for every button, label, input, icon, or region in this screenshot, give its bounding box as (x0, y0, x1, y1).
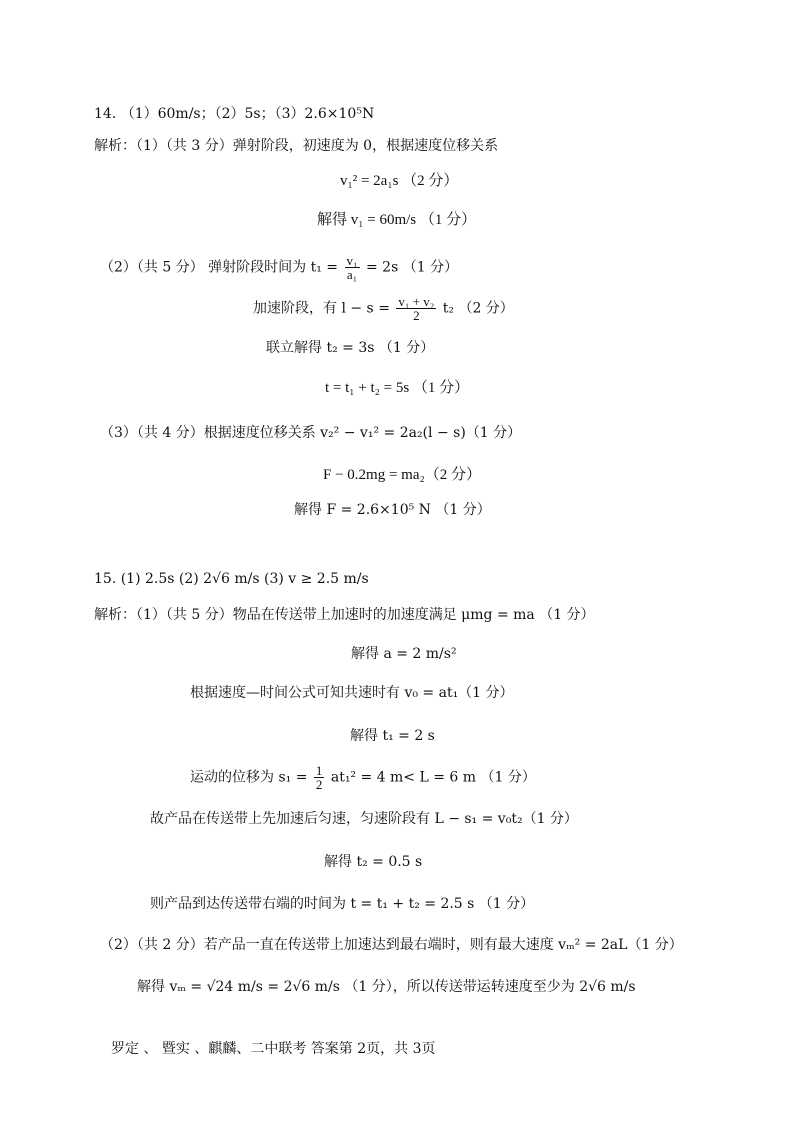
q14-part2b-prefix: 加速阶段，有 l − s = (253, 300, 390, 317)
q14-part2-t2: 联立解得 t₂ = 3s （1 分） (266, 340, 435, 356)
frac-denominator: a₁ (346, 267, 358, 282)
q15-disp-fraction (314, 764, 325, 791)
q14-part2-fraction (345, 254, 360, 281)
q14-part2b-suffix: t₂ （2 分） (442, 300, 514, 317)
q15-common-speed: 根据速度—时间公式可知共速时有 v₀ = at₁（1 分） (190, 685, 514, 701)
q14-part2b-fraction (396, 295, 436, 322)
q15-disp-suffix: at₁² = 4 m< L = 6 m （1 分） (330, 769, 536, 786)
q14-part3: （3）（共 4 分）根据速度位移关系 v₂² − v₁² = 2a₂(l − s)（1 分） (100, 425, 522, 441)
frac-denominator: 2 (315, 777, 323, 792)
q14-part3-force: F − 0.2mg = ma₂（2 分） (323, 467, 481, 483)
q15-part2-result: 解得 vₘ = √24 m/s = 2√6 m/s （1 分），所以传送带运转速度至少为 2√6 m/s (137, 979, 636, 995)
q15-displacement (190, 764, 536, 791)
q14-part2-total: t = t₁ + t₂ = 5s （1 分） (325, 380, 470, 396)
q15-part2: （2）（共 2 分）若产品一直在传送带上加速达到最右端时，则有最大速度 vₘ² = 2aL（1 分） (100, 937, 683, 953)
frac-numerator: v₁ (346, 253, 358, 268)
q14-part2-time (100, 254, 458, 281)
q15-answer: 15. (1) 2.5s (2) 2√6 m/s (3) v ≥ 2.5 m/s (94, 571, 369, 587)
q15-analysis-part1: 解析：（1）（共 5 分）物品在传送带上加速时的加速度满足 μmg = ma （1 分） (94, 607, 595, 623)
q14-part2-accel (253, 295, 514, 322)
frac-denominator: 2 (413, 308, 420, 323)
q14-analysis-part1: 解析：（1）（共 3 分）弹射阶段，初速度为 0，根据速度位移关系 (94, 138, 499, 154)
q14-part2-prefix: （2）（共 5 分） 弹射阶段时间为 t₁ = (100, 259, 339, 276)
q15-disp-prefix: 运动的位移为 s₁ = (190, 769, 308, 786)
frac-numerator: v₁ + v₂ (398, 294, 435, 309)
q15-t1: 解得 t₁ = 2 s (350, 728, 435, 744)
q14-part3-result: 解得 F = 2.6×10⁵ N （1 分） (294, 502, 491, 518)
q15-uniform: 故产品在传送带上先加速后匀速，匀速阶段有 L − s₁ = v₀t₂（1 分） (150, 811, 578, 827)
q14-eq-velocity: v₁² = 2a₁s （2 分） (340, 173, 459, 189)
q14-answer: 14. （1）60m/s；（2）5s；（3）2.6×10⁵N (94, 106, 375, 122)
q14-eq-v1: 解得 v₁ = 60m/s （1 分） (317, 212, 477, 228)
q15-total-time: 则产品到达传送带右端的时间为 t = t₁ + t₂ = 2.5 s （1 分） (150, 896, 535, 912)
q15-accel: 解得 a = 2 m/s² (351, 646, 457, 662)
frac-numerator: 1 (315, 763, 323, 778)
q14-part2-suffix: = 2s （1 分） (366, 259, 459, 276)
page-footer: 罗定 、 暨实 、麒麟、二中联考 答案第 2页，共 3页 (111, 1041, 436, 1057)
q15-t2: 解得 t₂ = 0.5 s (324, 854, 423, 870)
